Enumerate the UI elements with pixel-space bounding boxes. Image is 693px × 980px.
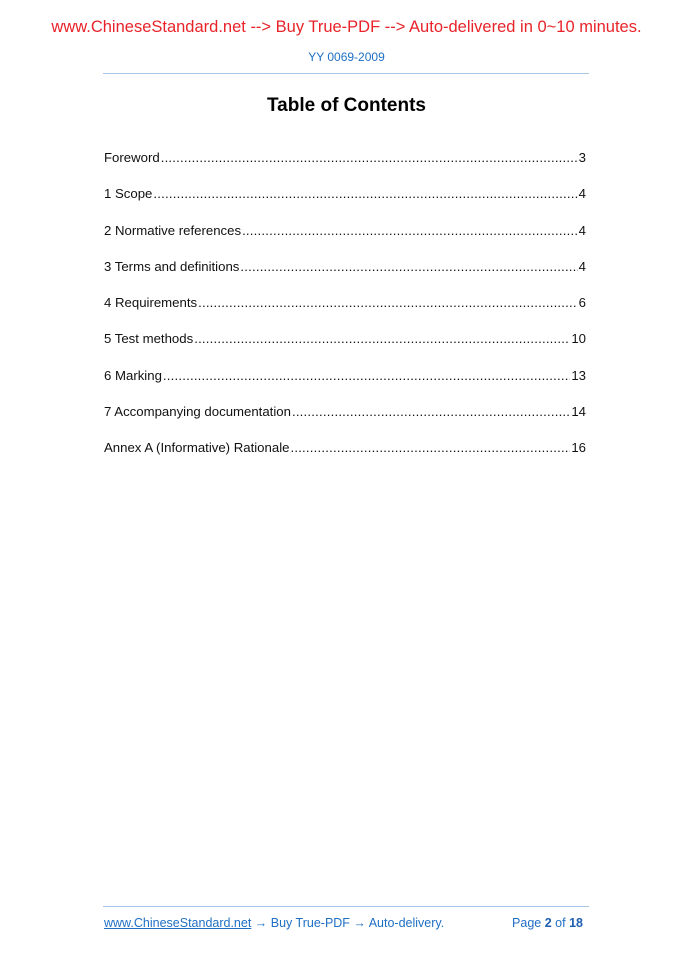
toc-entry-foreword[interactable]: [104, 150, 586, 186]
toc-entry-page: 4: [578, 258, 586, 274]
toc-entry-label: 2 Normative references: [104, 222, 242, 238]
toc-dot-leader: [153, 186, 577, 201]
toc-entry-page: 13: [571, 367, 586, 383]
toc-entry-annex-a[interactable]: [104, 440, 586, 476]
toc-entry-page: 4: [578, 222, 586, 238]
standard-code: YY 0069-2009: [308, 50, 385, 64]
toc-dot-leader: [161, 150, 578, 165]
toc-entry-marking[interactable]: [104, 368, 586, 404]
toc-dot-leader: [198, 295, 578, 310]
toc-entry-test-methods[interactable]: [104, 331, 586, 367]
page-number: [512, 916, 583, 930]
toc-entry-label: 4 Requirements: [104, 295, 198, 311]
toc-entry-scope[interactable]: [104, 186, 586, 222]
toc-dot-leader: [290, 440, 570, 455]
toc-dot-leader: [163, 368, 570, 383]
toc-entry-page: 6: [578, 295, 586, 311]
footer-divider: [103, 906, 589, 907]
toc-entry-label: 3 Terms and definitions: [104, 258, 240, 274]
toc-entry-accompanying-documentation[interactable]: [104, 404, 586, 440]
toc-entry-requirements[interactable]: [104, 295, 586, 331]
toc-entry-page: 4: [578, 186, 586, 202]
toc-entry-page: 3: [578, 150, 586, 165]
toc-entry-label: 7 Accompanying documentation: [104, 404, 291, 420]
page-total: 18: [569, 916, 583, 930]
page-label: Page: [512, 916, 542, 930]
toc-dot-leader: [242, 223, 578, 238]
page-title: Table of Contents: [266, 95, 427, 116]
toc-dot-leader: [194, 331, 570, 346]
toc-entry-label: 6 Marking: [104, 367, 162, 383]
toc-entry-label: 5 Test methods: [104, 331, 194, 347]
page-of-label: of: [555, 916, 566, 930]
toc-entry-label: Annex A (Informative) Rationale: [104, 440, 290, 456]
page-footer: [104, 916, 586, 930]
page-current: 2: [544, 916, 552, 930]
footer-tagline: → Buy True-PDF → Auto-delivery.: [251, 916, 445, 930]
toc-entry-page: 14: [571, 404, 586, 420]
toc-entry-page: 16: [571, 440, 586, 456]
toc-list: [104, 150, 586, 477]
toc-dot-leader: [292, 404, 570, 419]
toc-entry-label: Foreword: [104, 150, 160, 165]
footer-site-link[interactable]: www.ChineseStandard.net: [104, 916, 252, 930]
toc-entry-terms-and-definitions[interactable]: [104, 259, 586, 295]
toc-dot-leader: [240, 259, 577, 274]
promo-banner: www.ChineseStandard.net --> Buy True-PDF --> Auto-delivered in 0~10 minutes.: [51, 18, 642, 36]
toc-entry-page: 10: [571, 331, 586, 347]
toc-entry-normative-references[interactable]: [104, 223, 586, 259]
header-divider: [103, 73, 589, 74]
toc-entry-label: 1 Scope: [104, 186, 153, 202]
